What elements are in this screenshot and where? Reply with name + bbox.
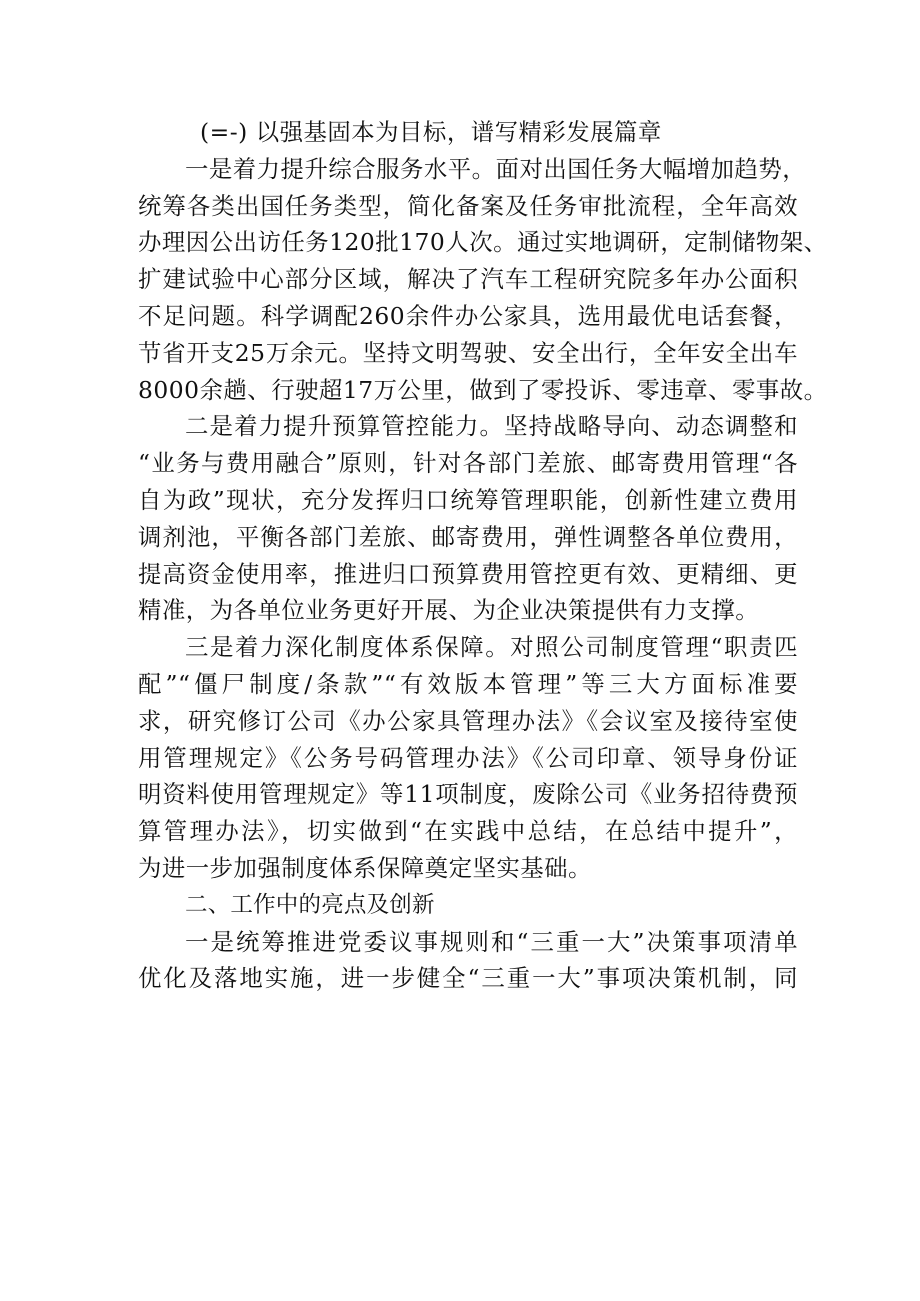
text-line: 明资料使用管理规定》等11项制度，废除公司《业务招待费预 (138, 780, 798, 809)
paragraph-budget-control (138, 408, 798, 629)
paragraph-system-guarantee (138, 629, 798, 887)
text-line: 办理因公出访任务120批170人次。通过实地调研，定制储物架、 (138, 228, 828, 257)
text-line: 用管理规定》《公务号码管理办法》《公司印章、领导身份证 (138, 743, 798, 772)
text-line: 三是着力深化制度体系保障。对照公司制度管理“职责匹 (185, 633, 798, 662)
text-line: 配”“僵尸制度/条款”“有效版本管理”等三大方面标准要 (138, 669, 798, 698)
text-line: 节省开支25万余元。坚持文明驾驶、安全出行，全年安全出车 (138, 338, 798, 367)
text-line: 自为政”现状，充分发挥归口统筹管理职能，创新性建立费用 (138, 485, 798, 514)
text-line: 扩建试验中心部分区域，解决了汽车工程研究院多年办公面积 (138, 265, 798, 294)
text-line: 精准，为各单位业务更好开展、为企业决策提供有力支撑。 (138, 596, 760, 625)
paragraph-decision-rules (138, 924, 798, 998)
section-heading: 二、工作中的亮点及创新 (185, 891, 435, 918)
text-line: 二是着力提升预算管控能力。坚持战略导向、动态调整和 (185, 412, 798, 441)
text-line: 不足问题。科学调配260余件办公家具，选用最优电话套餐， (138, 301, 798, 330)
text-line: 算管理办法》，切实做到“在实践中总结，在总结中提升”， (138, 817, 798, 846)
text-line: 为进一步加强制度体系保障奠定坚实基础。 (138, 853, 592, 882)
paragraph-service-level (138, 151, 828, 409)
text-line: 调剂池，平衡各部门差旅、邮寄费用，弹性调整各单位费用， (138, 522, 798, 551)
text-line: 求，研究修订公司《办公家具管理办法》《会议室及接待室使 (138, 706, 798, 735)
text-line: “业务与费用融合”原则，针对各部门差旅、邮寄费用管理“各 (138, 449, 798, 478)
text-line: 一是着力提升综合服务水平。面对出国任务大幅增加趋势， (185, 154, 807, 183)
text-line: 优化及落地实施，进一步健全“三重一大”事项决策机制，同 (138, 964, 798, 993)
document-page (138, 114, 828, 997)
text-line: 一是统筹推进党委议事规则和“三重一大”决策事项清单 (185, 927, 798, 956)
section-subheading: (=-) 以强基固本为目标，谱写精彩发展篇章 (200, 118, 662, 146)
text-line: 统筹各类出国任务类型，简化备案及任务审批流程，全年高效 (138, 191, 798, 220)
text-line: 8000余趟、行驶超17万公里，做到了零投诉、零违章、零事故。 (138, 375, 828, 404)
text-line: 提高资金使用率，推进归口预算费用管控更有效、更精细、更 (138, 559, 798, 588)
